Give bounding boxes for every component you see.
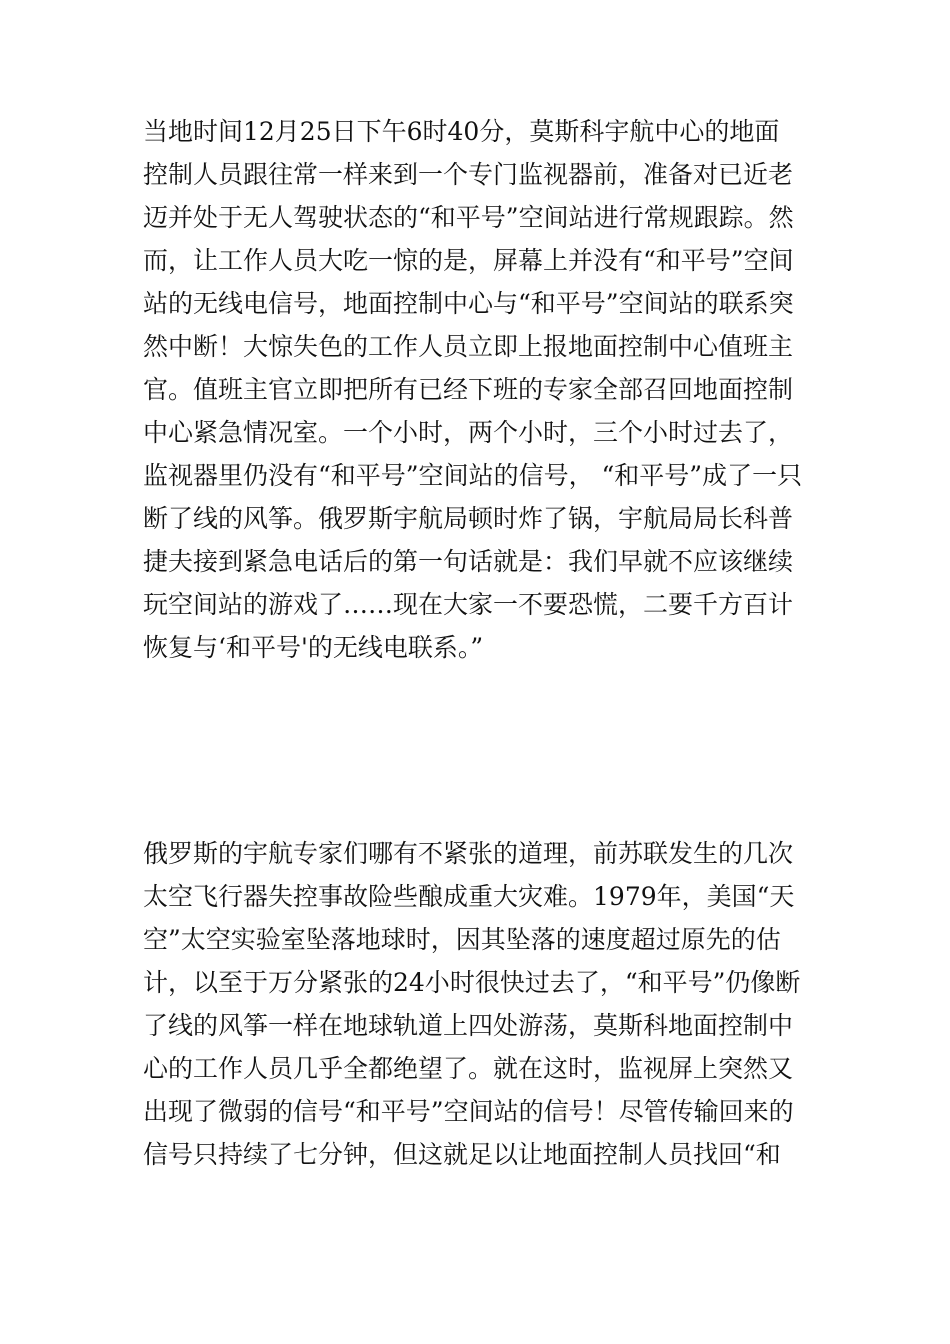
text-line: 然中断！大惊失色的工作人员立即上报地面控制中心值班主 [143, 332, 794, 361]
text-line: 当地时间12月25日下午6时40分，莫斯科宇航中心的地面 [143, 117, 780, 146]
text-line: 迈并处于无人驾驶状态的“和平号”空间站进行常规跟踪。然 [143, 203, 794, 232]
text-line: 俄罗斯的宇航专家们哪有不紧张的道理，前苏联发生的几次 [143, 839, 794, 868]
paragraph-2 [143, 832, 800, 1176]
text-line: 恢复与‘和平号'的无线电联系。” [143, 633, 484, 662]
text-line: 监视器里仍没有“和平号”空间站的信号， “和平号”成了一只 [143, 461, 803, 490]
text-line: 了线的风筝一样在地球轨道上四处游荡，莫斯科地面控制中 [143, 1011, 794, 1040]
text-line: 空”太空实验室坠落地球时，因其坠落的速度超过原先的估 [143, 925, 781, 954]
text-line: 捷夫接到紧急电话后的第一句话就是：我们早就不应该继续 [143, 547, 794, 576]
text-line: 心的工作人员几乎全都绝望了。就在这时，监视屏上突然又 [143, 1054, 794, 1083]
text-line: 计，以至于万分紧张的24小时很快过去了，“和平号”仍像断 [143, 968, 801, 997]
paragraph-1 [143, 110, 802, 669]
text-line: 信号只持续了七分钟，但这就足以让地面控制人员找回“和 [143, 1140, 781, 1169]
text-line: 出现了微弱的信号“和平号”空间站的信号！尽管传输回来的 [143, 1097, 794, 1126]
text-line: 官。值班主官立即把所有已经下班的专家全部召回地面控制 [143, 375, 794, 404]
text-line: 站的无线电信号，地面控制中心与“和平号”空间站的联系突 [143, 289, 794, 318]
text-line: 控制人员跟往常一样来到一个专门监视器前，准备对已近老 [143, 160, 794, 189]
text-line: 断了线的风筝。俄罗斯宇航局顿时炸了锅，宇航局局长科普 [143, 504, 794, 533]
text-line: 而，让工作人员大吃一惊的是，屏幕上并没有“和平号”空间 [143, 246, 794, 275]
text-line: 太空飞行器失控事故险些酿成重大灾难。1979年，美国“天 [143, 882, 795, 911]
text-line: 玩空间站的游戏了……现在大家一不要恐慌，二要千方百计 [143, 590, 794, 619]
text-line: 中心紧急情况室。一个小时，两个小时，三个小时过去了， [143, 418, 794, 447]
